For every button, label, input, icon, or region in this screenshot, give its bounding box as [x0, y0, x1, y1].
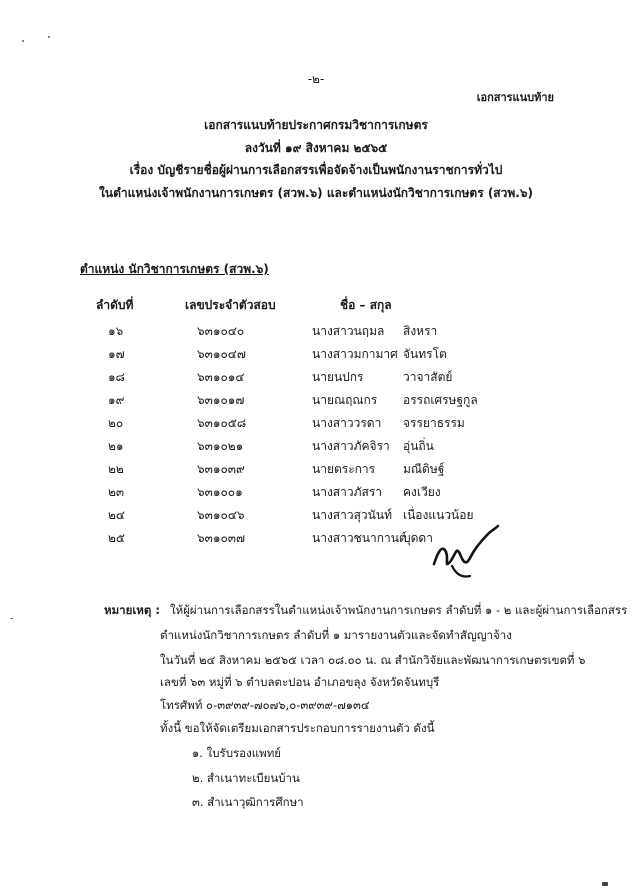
- signature-mark: [430, 522, 502, 582]
- exam-id: ๖๓๑๐๔๖: [197, 508, 245, 522]
- exam-id: ๖๓๑๐๓๗: [197, 531, 245, 545]
- last-name: มณีดิษฐ์: [403, 462, 445, 476]
- column-header-no: ลำดับที่: [96, 298, 134, 312]
- row-number: ๒๒: [108, 462, 124, 476]
- title-line-1: เอกสารแนบท้ายประกาศกรมวิชาการเกษตร: [204, 118, 428, 132]
- table-row: [0, 368, 632, 391]
- first-name: นางสาวนฤมล: [312, 324, 385, 338]
- exam-id: ๖๓๑๐๓๙: [197, 462, 245, 476]
- last-name: วาจาสัตย์: [403, 370, 453, 384]
- exam-id: ๖๓๑๐๐๑: [197, 485, 243, 499]
- last-name: อรรถเศรษฐกูล: [403, 393, 478, 407]
- remarks-label: หมายเหตุ :: [104, 603, 160, 617]
- remarks-line-6: ทั้งนี้ ขอให้จัดเตรียมเอกสารประกอบการรายงานตัว ดังนี้: [160, 721, 435, 735]
- first-name: นางสาวภัสรา: [312, 485, 383, 499]
- scan-speck: [10, 618, 13, 619]
- table-row: [0, 437, 632, 460]
- row-number: ๒๓: [108, 485, 125, 499]
- table-row: [0, 322, 632, 345]
- first-name: นายนปกร: [312, 370, 364, 384]
- column-header-id: เลขประจำตัวสอบ: [185, 298, 276, 312]
- table-row: [0, 391, 632, 414]
- last-name: จรรยาธรรม: [403, 416, 465, 430]
- first-name: นายณฤณกร: [312, 393, 378, 407]
- last-name: สิงหรา: [403, 324, 438, 338]
- remarks-line-2: ตำแหน่งนักวิชาการเกษตร ลำดับที่ ๑ มารายงานตัวและจัดทำสัญญาจ้าง: [160, 628, 512, 642]
- table-row: [0, 414, 632, 437]
- table-row: [0, 506, 632, 529]
- document-tag: เอกสารแนบท้าย: [476, 91, 554, 104]
- table-row: [0, 483, 632, 506]
- document-item: ๒. สำเนาทะเบียนบ้าน: [192, 771, 300, 785]
- scan-speck: [48, 36, 50, 38]
- row-number: ๒๕: [108, 531, 125, 545]
- row-number: ๑๗: [108, 347, 125, 361]
- first-name: นางสาวสุวนันท์: [312, 508, 392, 522]
- remarks-line-4: เลขที่ ๖๓ หมู่ที่ ๖ ตำบลตะปอน อำเภอขลุง จังหวัดจันทบุรี: [160, 675, 440, 689]
- title-line-4: ในตำแหน่งเจ้าพนักงานการเกษตร (สวพ.๖) และตำแหน่งนักวิชาการเกษตร (สวพ.๖): [99, 186, 533, 200]
- column-header-name: ชื่อ – สกุล: [340, 298, 392, 312]
- exam-id: ๖๓๑๐๑๔: [197, 370, 245, 384]
- first-name: นางสาวภัคจิรา: [312, 439, 390, 453]
- table-row: [0, 529, 632, 552]
- row-number: ๒๐: [108, 416, 124, 430]
- exam-id: ๖๓๑๐๔๐: [197, 324, 245, 338]
- exam-id: ๖๓๑๐๒๑: [197, 439, 244, 453]
- first-name: นายตระการ: [312, 462, 376, 476]
- first-name: นางสาวชนากานต์: [312, 531, 407, 545]
- remarks-line-3: ในวันที่ ๒๔ สิงหาคม ๒๕๖๕ เวลา ๐๘.๐๐ น. ณ สำนักวิจัยและพัฒนาการเกษตรเขตที่ ๖: [160, 653, 586, 667]
- document-item: ๓. สำเนาวุฒิการศึกษา: [192, 795, 304, 809]
- exam-id: ๖๓๑๐๑๗: [197, 393, 245, 407]
- exam-id: ๖๓๑๐๔๗: [197, 347, 246, 361]
- row-number: ๒๔: [108, 508, 125, 522]
- last-name: บุดดา: [403, 531, 433, 545]
- row-number: ๑๘: [108, 370, 125, 384]
- scan-speck: [602, 882, 608, 886]
- scan-speck: [22, 40, 24, 42]
- table-row: [0, 345, 632, 368]
- remarks-line-1: ให้ผู้ผ่านการเลือกสรรในตำแหน่งเจ้าพนักงานการเกษตร ลำดับที่ ๑ - ๒ และผู้ผ่านการเลือกสรร: [170, 603, 628, 617]
- row-number: ๒๑: [108, 439, 124, 453]
- section-heading: ตำแหน่ง นักวิชาการเกษตร (สวพ.๖): [80, 262, 269, 276]
- last-name: คงเวียง: [403, 485, 441, 499]
- title-line-3: เรื่อง บัญชีรายชื่อผู้ผ่านการเลือกสรรเพื่อจัดจ้างเป็นพนักงานราชการทั่วไป: [129, 163, 503, 177]
- page-number: -๒-: [307, 72, 325, 86]
- exam-id: ๖๓๑๐๕๘: [197, 416, 247, 430]
- document-item: ๑. ใบรับรองแพทย์: [192, 746, 282, 760]
- last-name: เนื่องแนวน้อย: [403, 508, 474, 522]
- first-name: นางสาววรดา: [312, 416, 382, 430]
- title-line-2: ลงวันที่ ๑๙ สิงหาคม ๒๕๖๕: [244, 141, 388, 155]
- last-name: จันทรโต: [403, 347, 447, 361]
- row-number: ๑๖: [108, 324, 124, 338]
- table-row: [0, 460, 632, 483]
- remarks-phone: โทรศัพท์ ๐-๓๙๓๙-๗๐๗๖,๐-๓๙๓๙-๗๑๓๔: [160, 698, 370, 712]
- first-name: นางสาวมกามาศ: [312, 347, 398, 361]
- row-number: ๑๙: [108, 393, 125, 407]
- last-name: อุ่นถิ่น: [403, 439, 434, 453]
